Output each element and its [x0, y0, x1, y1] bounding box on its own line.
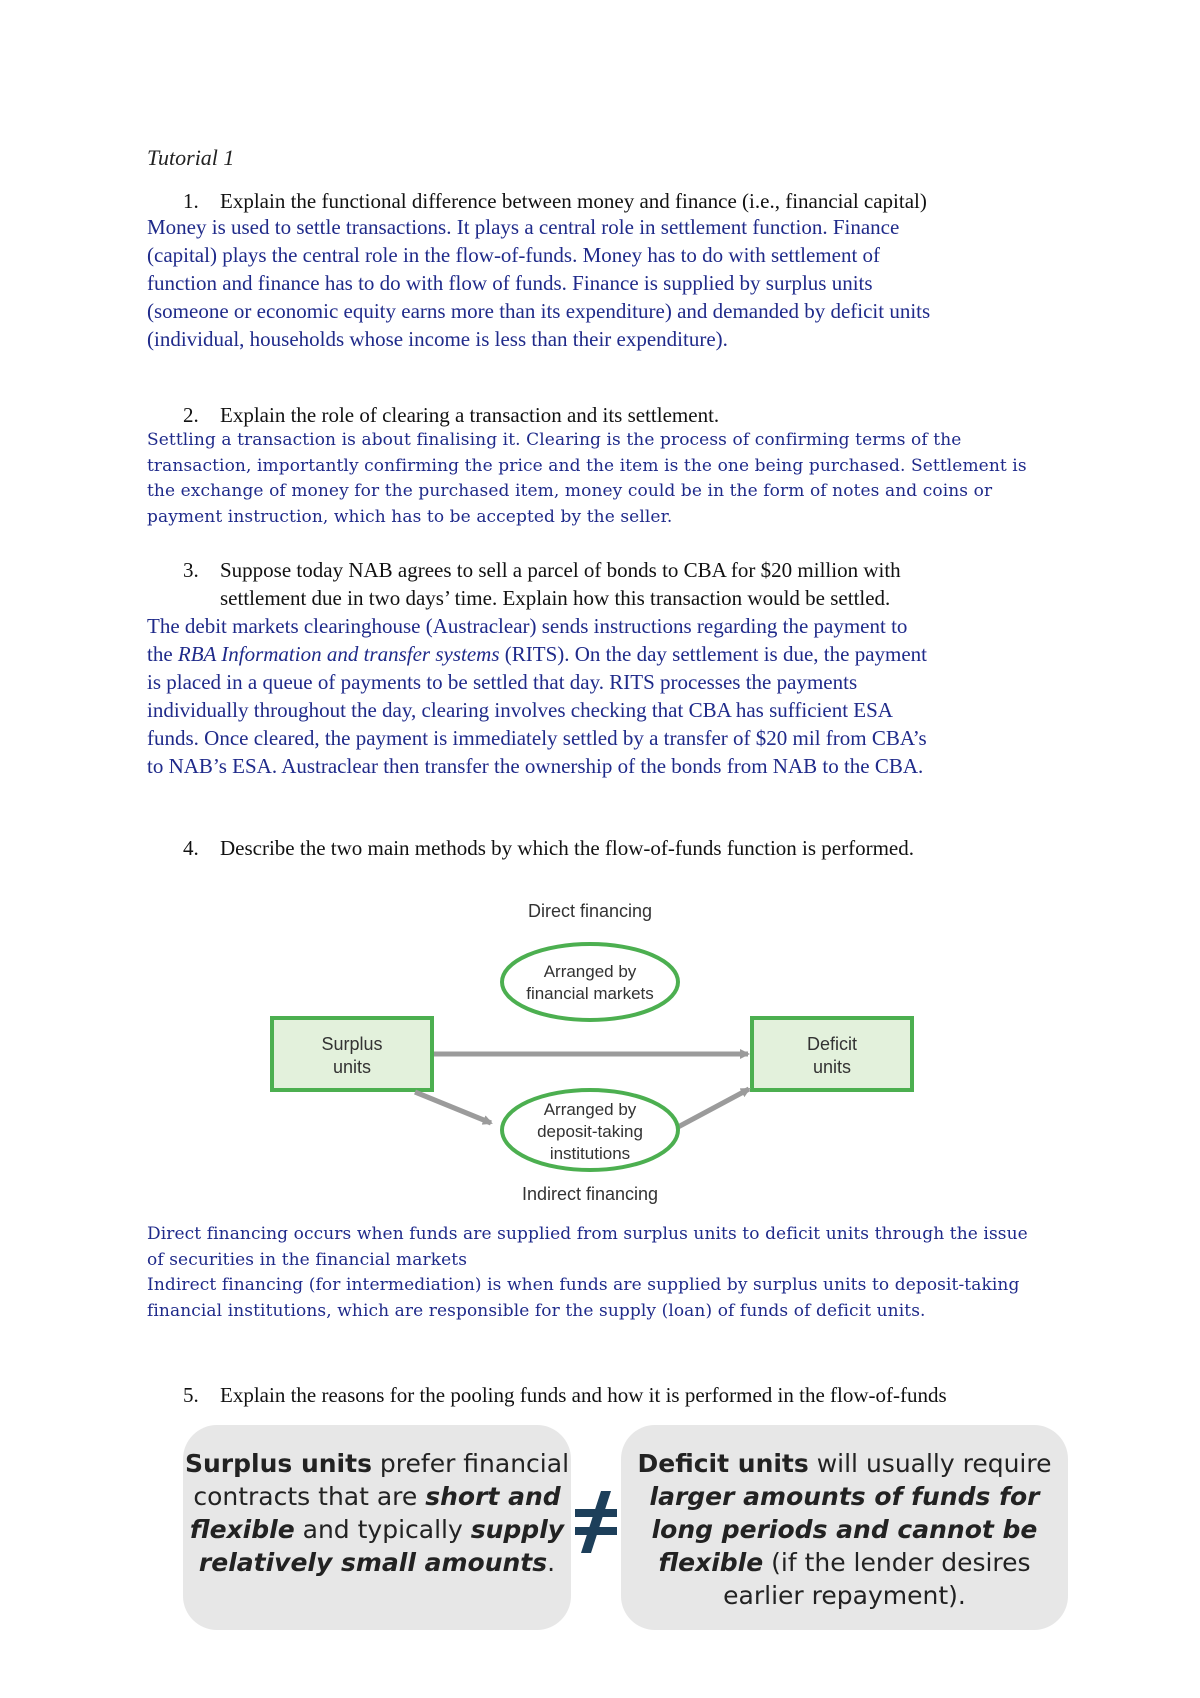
card-line: [621, 1447, 1068, 1480]
answer-line: individually throughout the day, clearing involves checking that CBA has sufficient ESA: [147, 698, 893, 722]
flow-of-funds-diagram: [265, 895, 925, 1215]
markets-label-line: financial markets: [526, 984, 654, 1003]
answer-line: [147, 640, 927, 668]
surplus-units-box: [272, 1018, 432, 1090]
answer-line: (someone or economic equity earns more than its expenditure) and demanded by deficit units: [147, 299, 931, 323]
answer-3: [147, 612, 927, 780]
institutions-label-line: institutions: [549, 1144, 631, 1163]
answer-line: The debit markets clearinghouse (Austraclear) sends instructions regarding the payment to: [147, 614, 908, 638]
card-emphasis: short and: [425, 1482, 561, 1511]
indirect-financing-label: Indirect financing: [521, 1184, 659, 1204]
card-text: will usually require: [808, 1449, 1052, 1478]
card-line: [183, 1546, 571, 1579]
card-emphasis: Surplus units: [184, 1449, 372, 1478]
card-text: prefer financial: [371, 1449, 570, 1478]
answer-4: [147, 1222, 1028, 1324]
question-number: 2.: [183, 403, 199, 427]
card-line: [621, 1513, 1068, 1546]
answer-text: the: [147, 642, 178, 666]
answer-line: function and finance has to do with flow of funds. Finance is supplied by surplus units: [147, 271, 873, 295]
card-line: earlier repayment).: [723, 1581, 966, 1610]
direct-financing-label: Direct financing: [527, 901, 653, 921]
answer-line: (individual, households whose income is less than their expenditure).: [147, 327, 728, 351]
institutions-label-line: Arranged by: [543, 1100, 637, 1119]
question-number: 4.: [183, 836, 199, 860]
question-text: Suppose today NAB agrees to sell a parcel of bonds to CBA for $20 million with: [220, 558, 901, 582]
answer-line: to NAB’s ESA. Austraclear then transfer the ownership of the bonds from NAB to the CBA.: [147, 754, 924, 778]
deficit-units-card: [621, 1425, 1068, 1630]
answer-line: Direct financing occurs when funds are supplied from surplus units to deficit units through the issue: [147, 1224, 1028, 1244]
surplus-label-line: units: [332, 1057, 372, 1077]
funds-comparison-graphic: [183, 1425, 1068, 1635]
answer-emphasis: RBA Information and transfer systems: [177, 642, 500, 666]
card-line: [621, 1480, 1068, 1513]
answer-line: of securities in the financial markets: [147, 1249, 468, 1270]
question-text: Explain the reasons for the pooling funds and how it is performed in the flow-of-funds: [220, 1383, 947, 1407]
institutions-label-line: deposit-taking: [537, 1122, 643, 1141]
answer-line: Money is used to settle transactions. It plays a central role in settlement function. Finance: [147, 215, 900, 239]
answer-text: (RITS). On the day settlement is due, the payment: [499, 642, 928, 666]
question-number: 5.: [183, 1383, 199, 1407]
answer-line: is placed in a queue of payments to be settled that day. RITS processes the payments: [147, 670, 858, 694]
question-text: Explain the role of clearing a transaction and its settlement.: [220, 403, 720, 427]
card-line: [183, 1447, 571, 1480]
deficit-units-box: [752, 1018, 912, 1090]
card-text: contracts that are: [193, 1482, 426, 1511]
answer-1: [147, 213, 930, 353]
card-line: [183, 1513, 571, 1546]
question-text: Explain the functional difference between money and finance (i.e., financial capital): [220, 189, 927, 213]
answer-line: funds. Once cleared, the payment is immediately settled by a transfer of $20 mil from CBA’s: [147, 726, 927, 750]
card-emphasis: flexible: [189, 1515, 295, 1544]
page-title: Tutorial 1: [147, 145, 235, 170]
answer-line: Settling a transaction is about finalising it. Clearing is the process of confirming terms of the: [147, 430, 962, 450]
card-line: [183, 1480, 571, 1513]
deficit-label-line: Deficit: [806, 1034, 858, 1054]
answer-line: financial institutions, which are responsible for the supply (loan) of funds of deficit units.: [147, 1300, 926, 1321]
card-text: (if the lender desires: [763, 1548, 1031, 1577]
card-text: and typically: [294, 1515, 471, 1544]
answer-line: the exchange of money for the purchased item, money could be in the form of notes and coins or: [147, 481, 993, 501]
surplus-label-line: Surplus: [321, 1034, 383, 1054]
card-line: [621, 1546, 1068, 1579]
surplus-units-card: [183, 1425, 571, 1630]
financial-markets-ellipse: [502, 944, 678, 1020]
question-number: 3.: [183, 558, 199, 582]
surplus-to-institutions-arrow: [415, 1092, 491, 1123]
institutions-to-deficit-arrow: [678, 1089, 749, 1127]
card-emphasis: flexible: [658, 1548, 764, 1577]
markets-label-line: Arranged by: [543, 962, 637, 981]
answer-line: payment instruction, which has to be accepted by the seller.: [147, 506, 673, 527]
card-text: .: [547, 1548, 556, 1577]
answer-line: (capital) plays the central role in the flow-of-funds. Money has to do with settlement of: [147, 243, 881, 267]
answer-line: transaction, importantly confirming the price and the item is the one being purchased. Settlement is: [147, 455, 1027, 476]
card-emphasis: supply: [470, 1515, 565, 1544]
deficit-label-line: units: [812, 1057, 852, 1077]
answer-2: [147, 428, 1027, 530]
answer-line: Indirect financing (for intermediation) is when funds are supplied by surplus units to deposit-taking: [147, 1275, 1020, 1295]
card-emphasis: relatively small amounts: [198, 1548, 548, 1577]
card-emphasis: Deficit units: [637, 1449, 809, 1478]
card-emphasis: larger amounts of funds for: [649, 1482, 1040, 1511]
card-emphasis: long periods and cannot be: [651, 1515, 1038, 1544]
not-equal-icon: [571, 1487, 621, 1557]
question-text: Describe the two main methods by which the flow-of-funds function is performed.: [220, 836, 914, 860]
question-number: 1.: [183, 189, 199, 213]
question-text: settlement due in two days’ time. Explain how this transaction would be settled.: [220, 586, 891, 610]
